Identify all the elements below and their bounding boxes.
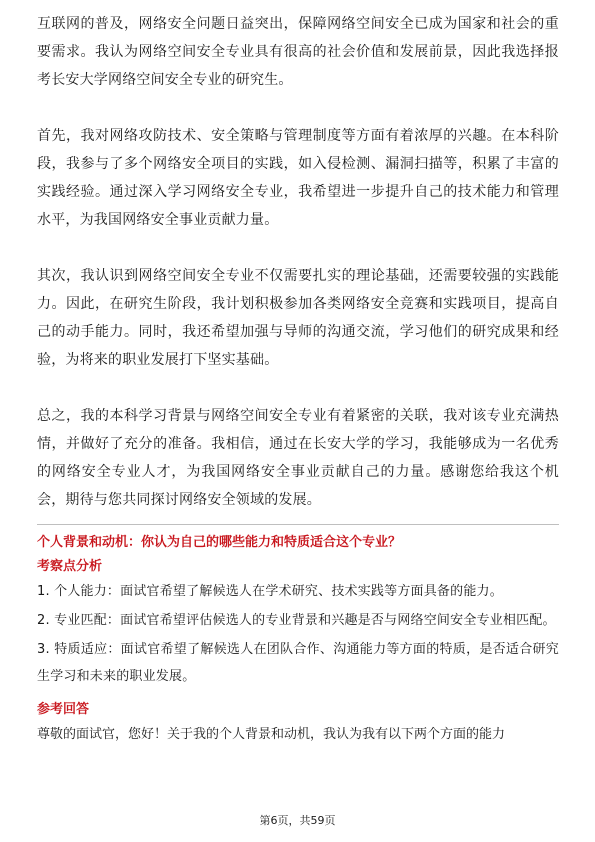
interview-question: 个人背景和动机：你认为自己的哪些能力和特质适合这个专业？ bbox=[37, 535, 402, 550]
section-divider bbox=[37, 524, 559, 525]
analysis-heading: 考察点分析 bbox=[37, 559, 103, 574]
analysis-item-1: 1. 个人能力：面试官希望了解候选人在学术研究、技术实践等方面具备的能力。 bbox=[37, 584, 503, 599]
paragraph-2: 首先，我对网络攻防技术、安全策略与管理制度等方面有着浓厚的兴趣。在本科阶段，我参与了多个网络安全项目的实践，如入侵检测、漏洞扫描等，积累了丰富的实践经验。通过深入学习网络安全专业，我希望进一步提升自己的技术能力和管理水平，为我国网络安全事业贡献力量。 bbox=[37, 128, 559, 228]
analysis-item-3: 3. 特质适应：面试官希望了解候选人在团队合作、沟通能力等方面的特质，是否适合研究生学习和未来的职业发展。 bbox=[37, 642, 559, 684]
paragraph-1: 互联网的普及，网络安全问题日益突出，保障网络空间安全已成为国家和社会的重要需求。我认为网络空间安全专业具有很高的社会价值和发展前景，因此我选择报考长安大学网络空间安全专业的研究生。 bbox=[37, 16, 559, 88]
analysis-item-2: 2. 专业匹配：面试官希望评估候选人的专业背景和兴趣是否与网络空间安全专业相匹配。 bbox=[37, 613, 556, 628]
answer-heading: 参考回答 bbox=[37, 702, 90, 717]
document-page bbox=[37, 10, 559, 748]
page-number-footer: 第6页，共59页 bbox=[259, 814, 336, 827]
paragraph-3: 其次，我认识到网络空间安全专业不仅需要扎实的理论基础，还需要较强的实践能力。因此，在研究生阶段，我计划积极参加各类网络安全竞赛和实践项目，提高自己的动手能力。同时，我还希望加强与导师的沟通交流，学习他们的研究成果和经验，为将来的职业发展打下坚实基础。 bbox=[37, 268, 559, 368]
answer-text: 尊敬的面试官，您好！关于我的个人背景和动机，我认为我有以下两个方面的能力 bbox=[37, 727, 506, 742]
paragraph-4: 总之，我的本科学习背景与网络空间安全专业有着紧密的关联，我对该专业充满热情，并做好了充分的准备。我相信，通过在长安大学的学习，我能够成为一名优秀的网络安全专业人才，为我国网络安全事业贡献自己的力量。感谢您给我这个机会，期待与您共同探讨网络安全领域的发展。 bbox=[37, 408, 559, 508]
